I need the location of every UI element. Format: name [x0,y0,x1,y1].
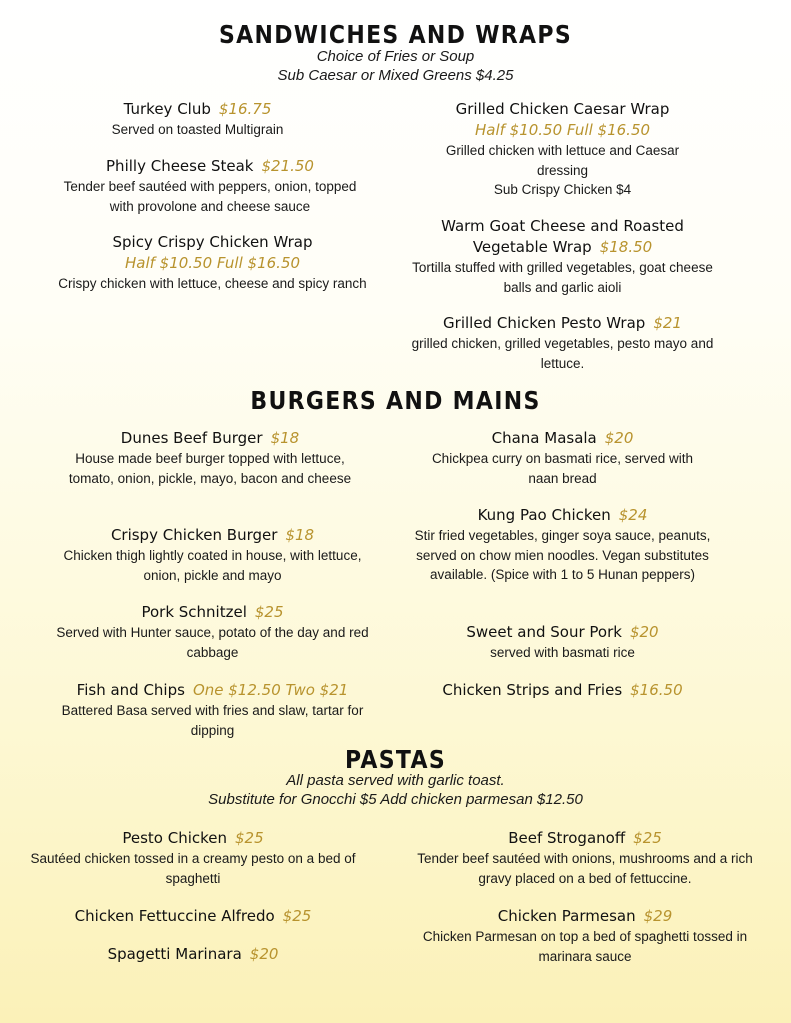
item-name: Pesto Chicken [122,829,228,847]
item-price: $18 [285,526,315,544]
item-name: Fish and Chips [76,681,185,699]
item-name: Chicken Fettuccine Alfredo [74,907,275,925]
item-description: Battered Basa served with fries and slaw, tartar for dipping [61,703,364,738]
menu-item-chana-masala [405,428,720,488]
item-name: Grilled Chicken Caesar Wrap [455,100,670,118]
item-description: Chickpea curry on basmati rice, served with naan bread [431,451,694,486]
menu-item-chicken-strips-and-fries [405,680,720,701]
item-price: $25 [254,603,284,621]
section-subtitle-pastas-1: All pasta served with garlic toast. [286,772,505,789]
item-description: Crispy chicken with lettuce, cheese and spicy ranch [58,276,367,291]
menu-item-spicy-crispy-chicken-wrap [55,232,370,294]
item-price: Half $10.50 Full $16.50 [474,121,651,139]
item-price: Half $10.50 Full $16.50 [124,254,301,272]
item-price: $18.50 [599,238,653,256]
menu-item-beef-stroganoff [400,828,770,888]
item-description: Served on toasted Multigrain [111,122,284,137]
item-price: $20 [629,623,659,641]
item-description: House made beef burger topped with lettuce, tomato, onion, pickle, mayo, bacon and cheese [68,451,352,486]
section-subtitle-sandwiches-2: Sub Caesar or Mixed Greens $4.25 [277,67,514,84]
item-price: $25 [282,907,312,925]
menu-item-grilled-chicken-caesar-wrap [405,99,720,200]
item-price: $18 [270,429,300,447]
item-description: Sautéed chicken tossed in a creamy pesto on a bed of spaghetti [30,851,356,886]
item-description: Chicken Parmesan on top a bed of spaghetti tossed in marinara sauce [422,929,748,964]
menu-item-kung-pao-chicken [405,505,720,585]
item-price: $20 [249,945,279,963]
menu-item-crispy-chicken-burger [55,525,370,585]
item-description: Grilled chicken with lettuce and Caesar dressing [445,143,680,178]
item-price: $20 [604,429,634,447]
item-name: Chicken Strips and Fries [442,681,623,699]
menu-item-goat-cheese-wrap [405,216,720,297]
item-description: served with basmati rice [490,645,635,660]
section-title-burgers: BURGERS AND MAINS [250,386,541,415]
item-price: $16.75 [218,100,272,118]
menu-item-chicken-parmesan [400,906,770,966]
item-description: Tender beef sautéed with onions, mushrooms and a rich gravy placed on a bed of fettuccine. [417,851,753,886]
menu-item-pork-schnitzel [55,602,370,662]
menu-item-chicken-fettuccine-alfredo [18,906,368,927]
menu-item-fish-and-chips [55,680,370,740]
item-description: Served with Hunter sauce, potato of the day and red cabbage [56,625,369,660]
item-name: Kung Pao Chicken [477,506,611,524]
item-name: Spicy Crispy Chicken Wrap [112,233,313,251]
item-name: Warm Goat Cheese and Roasted Vegetable Wrap [441,217,684,256]
section-subtitle-sandwiches-1: Choice of Fries or Soup [316,48,475,65]
menu-item-grilled-chicken-pesto-wrap [405,313,720,373]
item-price: $29 [643,907,673,925]
item-name: Crispy Chicken Burger [110,526,278,544]
item-name: Turkey Club [123,100,211,118]
menu-item-turkey-club [30,99,365,140]
section-subtitle-pastas-2: Substitute for Gnocchi $5 Add chicken parmesan $12.50 [208,791,583,808]
item-name: Spagetti Marinara [107,945,242,963]
item-price: $24 [618,506,648,524]
item-description: Tortilla stuffed with grilled vegetables, goat cheese balls and garlic aioli [412,260,713,295]
item-description: grilled chicken, grilled vegetables, pesto mayo and lettuce. [411,336,714,371]
item-description: Stir fried vegetables, ginger soya sauce, peanuts, served on chow mien noodles. Vegan substitutes available. (Spice with 1 to 5 Hunan peppers) [414,528,711,582]
section-title-pastas: PASTAS [344,745,447,774]
item-name: Philly Cheese Steak [106,157,254,175]
item-price: $21 [653,314,682,332]
item-name: Pork Schnitzel [141,603,247,621]
menu-item-dunes-beef-burger [60,428,360,488]
item-name: Beef Stroganoff [508,829,626,847]
menu-item-philly-cheese-steak [60,156,360,216]
item-price: $25 [633,829,662,847]
item-name: Grilled Chicken Pesto Wrap [443,314,646,332]
section-title-sandwiches: SANDWICHES AND WRAPS [218,20,573,49]
item-description-extra: Sub Crispy Chicken $4 [493,182,632,197]
item-price: $25 [235,829,264,847]
item-description: Chicken thigh lightly coated in house, with lettuce, onion, pickle and mayo [63,548,362,583]
item-description: Tender beef sautéed with peppers, onion, topped with provolone and cheese sauce [63,179,357,214]
item-name: Chicken Parmesan [497,907,636,925]
item-name: Chana Masala [491,429,597,447]
item-price: $16.50 [630,681,683,699]
menu-item-sweet-and-sour-pork [405,622,720,663]
item-name: Dunes Beef Burger [120,429,263,447]
item-name: Sweet and Sour Pork [466,623,622,641]
menu-item-spagetti-marinara [18,944,368,965]
item-price: One $12.50 Two $21 [192,681,349,699]
menu-item-pesto-chicken [18,828,368,888]
item-price: $21.50 [261,157,314,175]
